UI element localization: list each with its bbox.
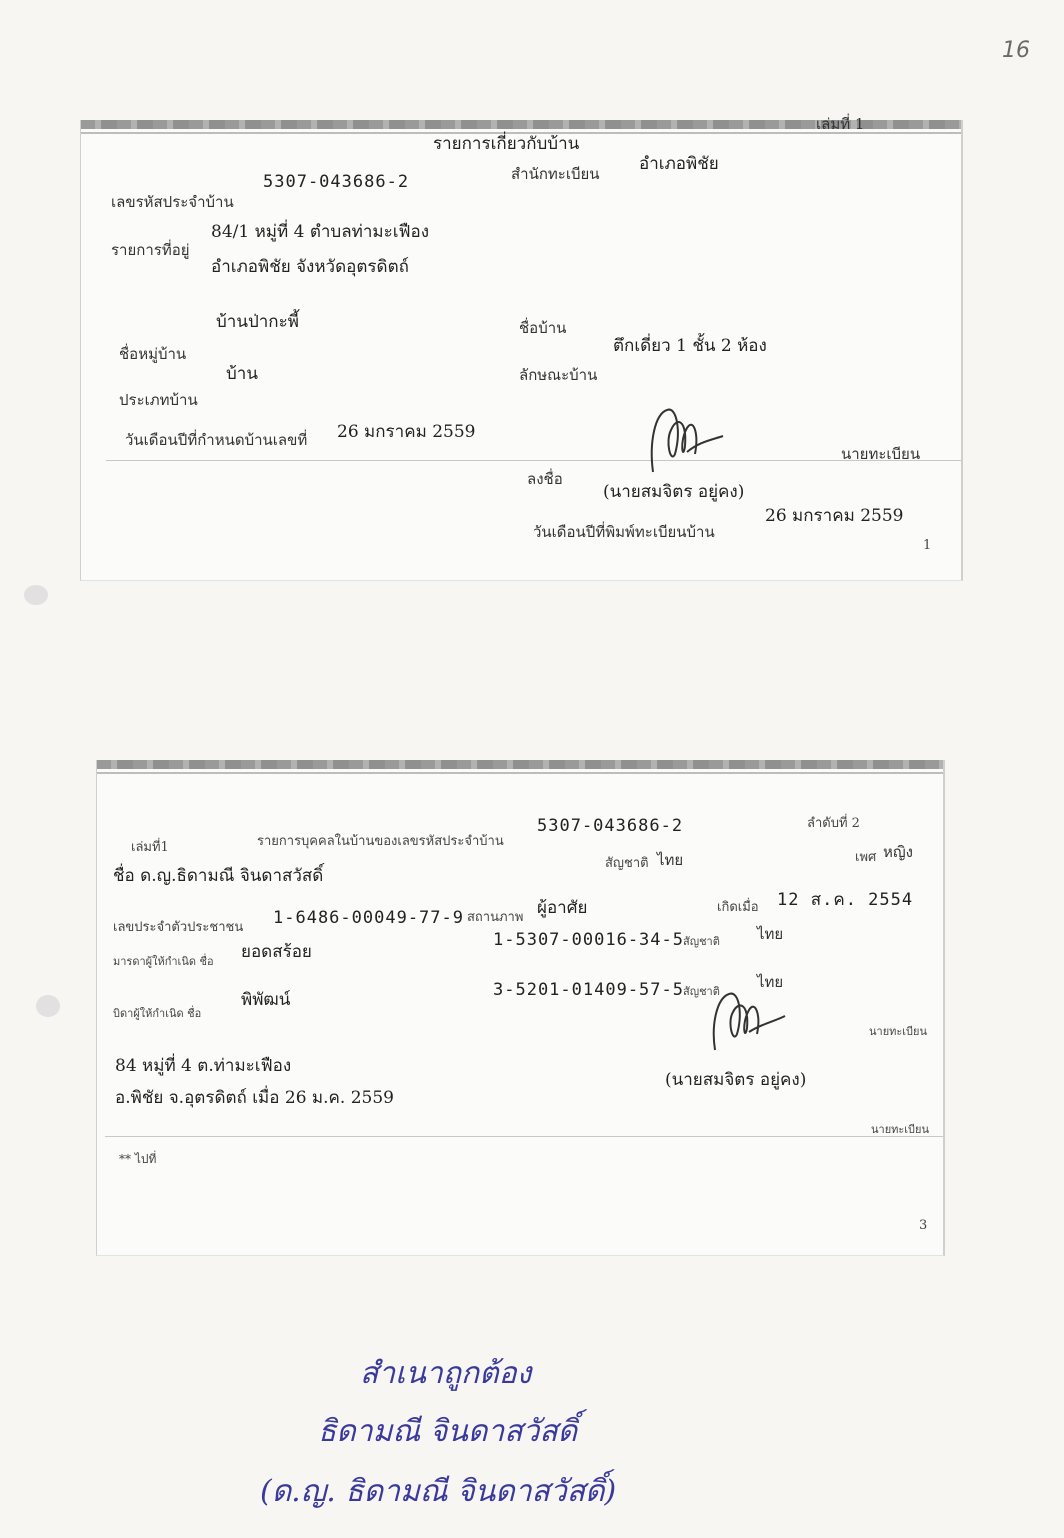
house-id: 5307-043686-2 [537, 816, 684, 836]
card-header: รายการเกี่ยวกับบ้าน [433, 134, 580, 154]
page-number-mark: 16 [1002, 38, 1030, 63]
print-date-label: วันเดือนปีที่พิมพ์ทะเบียนบ้าน [533, 523, 715, 541]
born-label: เกิดเมื่อ [717, 900, 759, 915]
id-label: เลขประจำตัวประชาชน [113, 920, 244, 935]
move-address-line-2: อ.พิชัย จ.อุตรดิตถ์ เมื่อ 26 ม.ค. 2559 [115, 1088, 394, 1108]
house-type: บ้าน [226, 364, 258, 384]
mother-nationality: ไทย [757, 925, 784, 943]
sign-label: ลงชื่อ [527, 470, 563, 488]
book-number: เล่มที่ 1 [816, 115, 865, 133]
nationality: ไทย [657, 851, 684, 869]
registrar-title: นายทะเบียน [869, 1025, 928, 1038]
order-number: ลำดับที่ 2 [807, 816, 860, 831]
card-page-number: 1 [923, 538, 932, 553]
book-number: เล่มที่1 [131, 840, 169, 855]
margin-smudge [24, 585, 48, 605]
village-name: บ้านป่ากะพี้ [216, 312, 299, 332]
father-name: พิพัฒน์ [241, 990, 291, 1010]
card-top-border-line [97, 772, 943, 774]
house-id-label: เลขรหัสประจำบ้าน [111, 193, 234, 211]
sex: หญิง [883, 843, 913, 861]
sex-label: เพศ [855, 850, 877, 865]
print-date: 26 มกราคม 2559 [765, 506, 904, 526]
nationality-label: สัญชาติ [605, 856, 649, 871]
certifier-full-name: (ด.ญ. ธิดามณี จินดาสวัสดิ์) [260, 1474, 617, 1509]
person-info-card [96, 760, 945, 1256]
id-number: 1-6486-00049-77-9 [273, 908, 464, 928]
house-style: ตึกเดี่ยว 1 ชั้น 2 ห้อง [613, 336, 767, 356]
born-date: 12 ส.ค. 2554 [777, 890, 914, 910]
house-style-label: ลักษณะบ้าน [519, 366, 598, 384]
father-label: บิดาผู้ให้กำเนิด ชื่อ [113, 1007, 202, 1020]
house-id: 5307-043686-2 [263, 172, 410, 192]
registrar-title: นายทะเบียน [841, 445, 921, 463]
section-divider [105, 1136, 943, 1137]
certified-copy-text: สำเนาถูกต้อง [360, 1356, 532, 1391]
certifier-signature-name: ธิดามณี จินดาสวัสดิ์ [318, 1414, 578, 1449]
registrar-name: (นายสมจิตร อยู่คง) [603, 482, 745, 502]
father-nationality-label: สัญชาติ [683, 985, 720, 998]
house-type-label: ประเภทบ้าน [119, 391, 198, 409]
assigned-date: 26 มกราคม 2559 [337, 422, 476, 442]
mother-id: 1-5307-00016-34-5 [493, 930, 684, 950]
address-line-2: อำเภอพิชัย จังหวัดอุตรดิตถ์ [211, 257, 409, 277]
status-label: สถานภาพ [467, 910, 524, 925]
registrar-title-2: นายทะเบียน [871, 1123, 930, 1136]
mother-name: ยอดสร้อย [241, 942, 312, 962]
registrar-name: (นายสมจิตร อยู่คง) [665, 1070, 807, 1090]
father-id: 3-5201-01409-57-5 [493, 980, 684, 1000]
registry-office: อำเภอพิชัย [639, 154, 719, 174]
card-top-border [97, 760, 943, 769]
card-header: รายการบุคคลในบ้านของเลขรหัสประจำบ้าน [257, 834, 504, 849]
moved-to: ** ไปที่ [119, 1152, 157, 1166]
move-address-line-1: 84 หมู่ที่ 4 ต.ท่ามะเฟือง [115, 1056, 292, 1076]
registrar-signature [641, 402, 731, 482]
address-line-1: 84/1 หมู่ที่ 4 ตำบลท่ามะเฟือง [211, 222, 430, 242]
status: ผู้อาศัย [537, 898, 588, 918]
village-label: ชื่อหมู่บ้าน [119, 345, 187, 363]
mother-label: มารดาผู้ให้กำเนิด ชื่อ [113, 955, 214, 968]
assigned-date-label: วันเดือนปีที่กำหนดบ้านเลขที่ [125, 431, 308, 449]
house-info-card [80, 115, 963, 581]
margin-smudge [36, 995, 60, 1017]
registry-office-label: สำนักทะเบียน [511, 165, 600, 183]
registrar-signature [703, 988, 793, 1058]
address-label: รายการที่อยู่ [111, 241, 190, 259]
mother-nationality-label: สัญชาติ [683, 935, 720, 948]
house-name-label: ชื่อบ้าน [519, 319, 567, 337]
father-nationality: ไทย [757, 973, 784, 991]
section-divider [106, 460, 961, 461]
person-name: ชื่อ ด.ญ.ธิดามณี จินดาสวัสดิ์ [113, 866, 324, 886]
card-page-number: 3 [919, 1218, 928, 1233]
